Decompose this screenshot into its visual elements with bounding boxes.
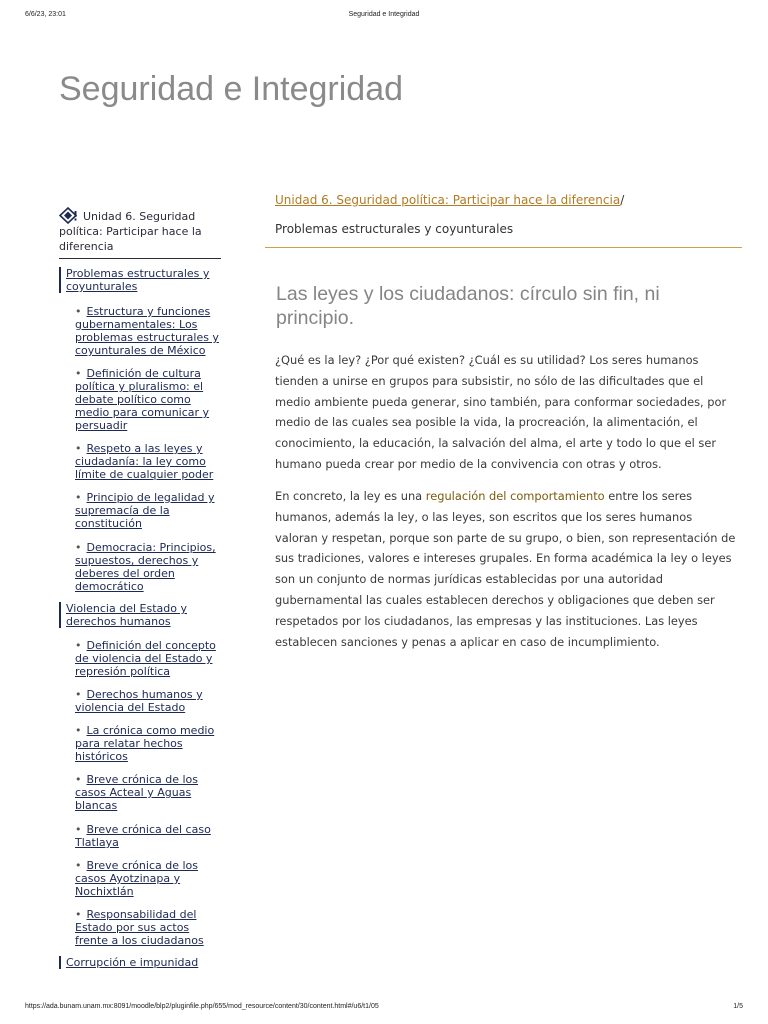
article-title: Las leyes y los ciudadanos: círculo sin fin, ni principio. [276,283,660,329]
bullet-icon: • [75,724,82,737]
bullet-icon: • [75,305,82,318]
article-paragraph-2 [275,486,737,652]
bullet-icon: • [75,442,82,455]
unit-heading[interactable] [59,207,221,259]
bullet-icon: • [75,639,82,652]
print-header [0,11,768,21]
bullet-icon: • [75,773,82,786]
page-title: Seguridad e Integridad [59,70,404,108]
sidebar-subitem[interactable] [75,688,220,714]
sidebar-section-corrupcion[interactable] [59,956,226,969]
breadcrumb [275,193,624,207]
sidebar-subitem[interactable] [75,859,220,898]
paragraph-text: entre los seres humanos, además la ley, o las leyes, son escritos que los seres humanos valoran y respetan, porque son parte de su grupo, o bien, son representación de sus tradiciones, valores e intereses grupales. En forma académica la ley o leyes son un conjunto de normas jurídicas establecidas por una autoridad gubernamental las cuales establecen derechos y obligaciones que deben ser respetados por los ciudadanos, las empresas y las instituciones. Las leyes establecen sanciones y penas a aplicar en caso de incumplimiento. [275,489,736,649]
bullet-icon: • [75,541,82,554]
sidebar-subitem-link[interactable]: Definición del concepto de violencia del Estado y represión política [75,639,216,678]
sidebar-subitem-link[interactable]: Breve crónica de los casos Acteal y Aguas blancas [75,773,199,812]
print-page-number: 1/5 [733,1003,743,1010]
sidebar-subitem-link[interactable]: Responsabilidad del Estado por sus actos frente a los ciudadanos [75,908,204,947]
sidebar-subitem-link[interactable]: Respeto a las leyes y ciudadanía: la ley como límite de cualquier poder [75,442,214,481]
bullet-icon: • [75,908,82,921]
sidebar-section-violencia[interactable] [59,602,226,628]
sidebar-subitem[interactable] [75,908,220,947]
unit-label: Unidad 6. Seguridad política: Participar hace la diferencia [59,210,202,253]
bullet-icon: • [75,859,82,872]
sidebar-subitem[interactable] [75,367,220,432]
sidebar-subitem-link[interactable]: Breve crónica del caso Tlatlaya [75,823,211,849]
sidebar-subitem[interactable] [75,823,220,849]
bullet-icon: • [75,688,82,701]
unit-diamond-icon [59,207,78,224]
sidebar-subitem[interactable] [75,305,220,357]
sidebar-subitem[interactable] [75,724,220,763]
print-doc-title: Seguridad e Integridad [348,11,420,18]
bullet-icon: • [75,823,82,836]
sidebar-section-label[interactable]: Corrupción e impunidad [66,956,199,969]
article-paragraph-1: ¿Qué es la ley? ¿Por qué existen? ¿Cuál es su utilidad? Los seres humanos tienden a unirse en grupos para subsistir, no sólo de las dificultades que el medio ambiente pueda generar, sino también, para conformar sociedades, por medio de las cuales sea posible la vida, la procreación, la alimentación, el conocimiento, la educación, la salvación del alma, el arte y todo lo que el ser humano pueda crear por medio de la convivencia con otras y otros. [275,353,727,471]
sidebar-nav [59,207,221,969]
sidebar-subitem-link[interactable]: La crónica como medio para relatar hechos históricos [75,724,215,763]
print-footer [0,1003,768,1013]
breadcrumb-separator: / [620,193,625,207]
paragraph-text: En concreto, la ley es una [275,489,426,503]
sidebar-section-label[interactable]: Problemas estructurales y coyunturales [66,267,210,293]
print-datetime: 6/6/23, 23:01 [25,11,66,18]
breadcrumb-unit-link[interactable]: Unidad 6. Seguridad política: Participar hace la diferencia [275,193,621,207]
sidebar-subitem[interactable] [75,773,220,812]
print-url: https://ada.bunam.unam.mx:8091/moodle/blp2/pluginfile.php/655/mod_resource/content/30/content.html#/u6/t1/05 [25,1003,379,1010]
section-subtitle: Problemas estructurales y coyunturales [275,222,514,236]
sidebar-section-problemas[interactable] [59,267,226,293]
sidebar-section-label[interactable]: Violencia del Estado y derechos humanos [66,602,187,628]
sidebar-subitem[interactable] [75,491,220,530]
sidebar-subitem[interactable] [75,639,220,678]
sidebar-subitem-link[interactable]: Derechos humanos y violencia del Estado [75,688,203,714]
bullet-icon: • [75,491,82,504]
bullet-icon: • [75,367,82,380]
sidebar-subitem-link[interactable]: Principio de legalidad y supremacía de la constitución [75,491,215,530]
highlighted-term: regulación del comportamiento [425,489,605,503]
sidebar-subitem[interactable] [75,541,220,593]
sidebar-subitem-link[interactable]: Definición de cultura política y pluralismo: el debate político como medio para comunicar y persuadir [75,367,210,432]
sidebar-subitem[interactable] [75,442,220,481]
sidebar-subitem-link[interactable]: Breve crónica de los casos Ayotzinapa y Nochixtlán [75,859,199,898]
sidebar-subitem-link[interactable]: Democracia: Principios, supuestos, derechos y deberes del orden democrático [75,541,216,593]
sidebar-subitem-link[interactable]: Estructura y funciones gubernamentales: Los problemas estructurales y coyunturales de México [75,305,219,357]
divider [265,247,742,248]
